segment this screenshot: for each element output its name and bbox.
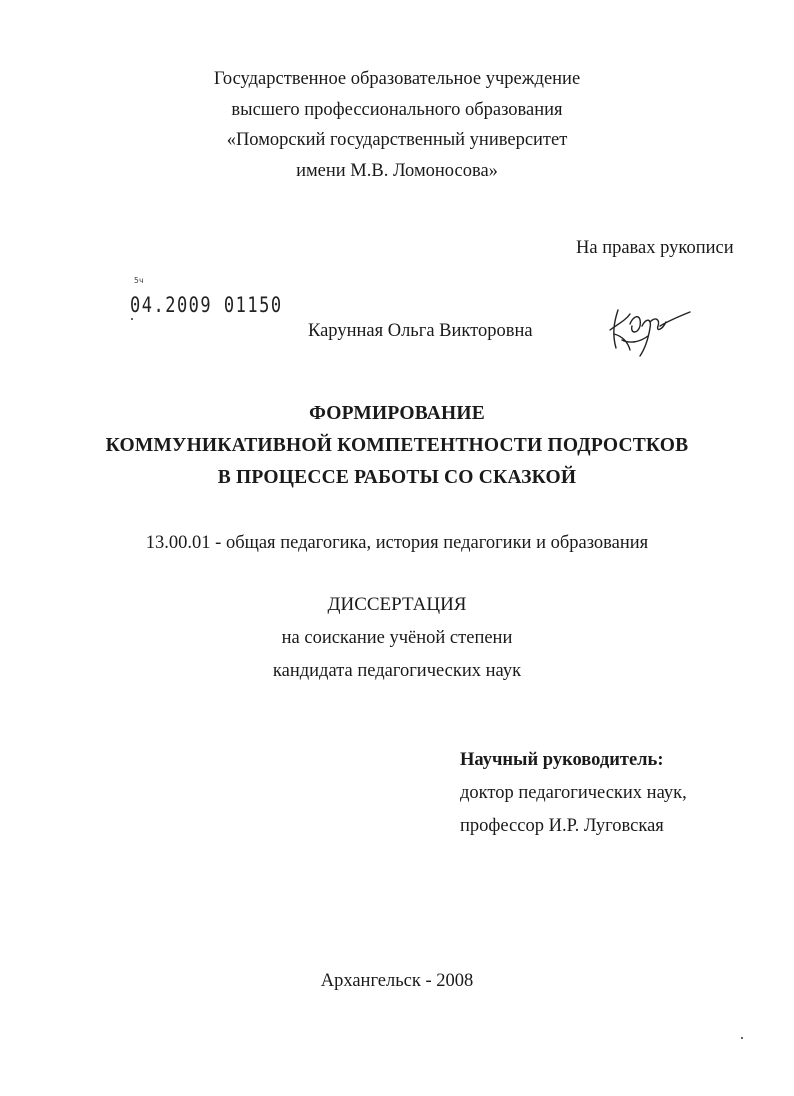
scan-speck <box>741 1037 743 1039</box>
institution-line: имени М.В. Ломоносова» <box>296 160 498 181</box>
degree-purpose: на соискание учёной степени <box>281 628 513 648</box>
degree-name: кандидата педагогических наук <box>272 661 522 681</box>
manuscript-note: На правах рукописи <box>576 238 734 258</box>
institution-line: «Поморский государственный университет <box>226 130 568 150</box>
document-type: ДИССЕРТАЦИЯ <box>327 594 467 615</box>
supervisor-name: профессор И.Р. Луговская <box>460 816 664 836</box>
library-stamp-number: 04.2009 01150 <box>130 293 283 318</box>
stamp-top-marks: 5ч <box>134 276 144 285</box>
supervisor-block <box>460 745 760 841</box>
author-name: Карунная Ольга Викторовна <box>308 321 533 341</box>
stamp-dot <box>131 318 133 320</box>
title-line: ФОРМИРОВАНИЕ <box>309 403 485 424</box>
dissertation-title <box>0 398 794 494</box>
institution-line: Государственное образовательное учреждение <box>213 69 581 89</box>
specialty-code: 13.00.01 - общая педагогика, история педагогики и образования <box>145 533 649 553</box>
author-signature <box>600 300 695 360</box>
supervisor-degree: доктор педагогических наук, <box>460 783 687 803</box>
specialty-block <box>0 528 794 558</box>
title-line: В ПРОЦЕССЕ РАБОТЫ СО СКАЗКОЙ <box>217 467 577 488</box>
institution-line: высшего профессионального образования <box>231 99 563 120</box>
place-year-text: Архангельск - 2008 <box>320 971 474 991</box>
supervisor-heading: Научный руководитель: <box>460 750 664 770</box>
degree-block <box>0 590 794 686</box>
place-year <box>0 966 794 996</box>
institution-block <box>0 64 794 186</box>
title-line: КОММУНИКАТИВНОЙ КОМПЕТЕНТНОСТИ ПОДРОСТКОВ <box>105 435 689 456</box>
